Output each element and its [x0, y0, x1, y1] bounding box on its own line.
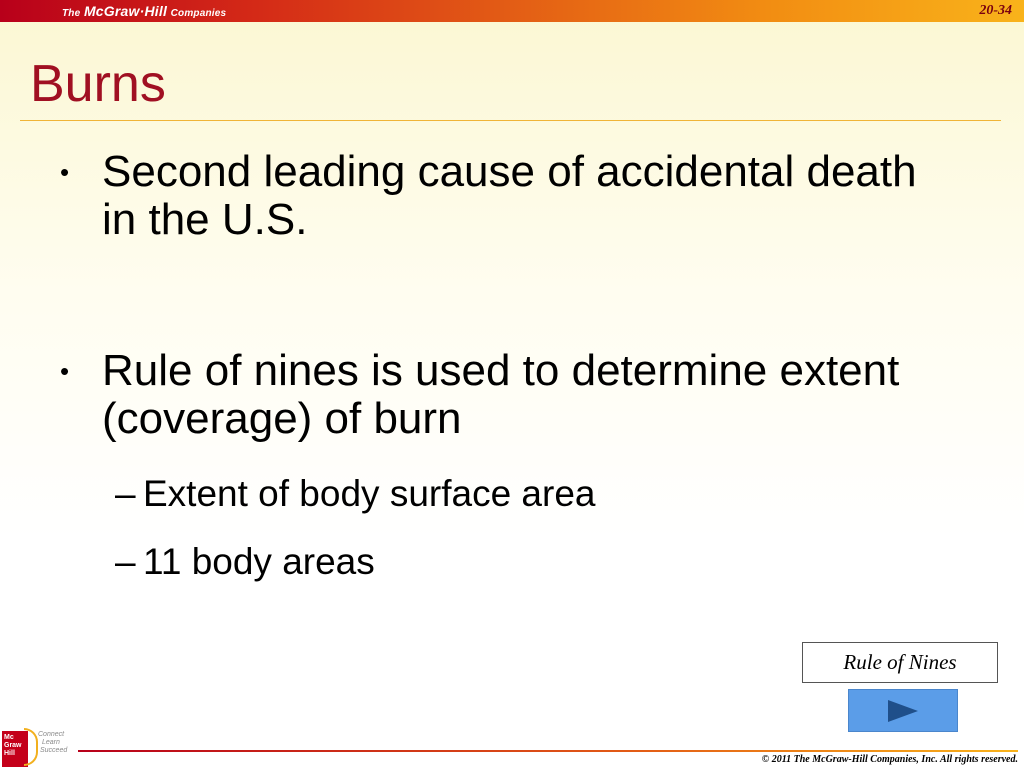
bullet-text: Second leading cause of accidental death in the U.S.: [102, 147, 917, 244]
play-button[interactable]: [848, 689, 958, 732]
brand-prefix: The: [62, 8, 81, 19]
brand-suffix: Companies: [170, 8, 227, 19]
sub-bullet-marker: –: [115, 473, 136, 514]
sub-bullet-text: Extent of body surface area: [143, 473, 596, 514]
bullet-marker: •: [60, 157, 70, 187]
sub-bullet-text: 11 body areas: [143, 541, 375, 582]
logo-line: Mc: [4, 734, 14, 741]
publisher-brand: [62, 3, 226, 19]
title-divider: [20, 120, 1001, 121]
slide-title: Burns: [30, 55, 166, 113]
copyright-notice: © 2011 The McGraw-Hill Companies, Inc. All rights reserved.: [761, 754, 1018, 765]
tagline: [32, 731, 67, 755]
bullet-text: Rule of nines is used to determine extent (coverage) of burn: [102, 346, 900, 443]
sub-bullet-marker: –: [115, 541, 136, 582]
header-bar: [0, 0, 1024, 22]
footer-divider: [78, 750, 1018, 752]
rule-of-nines-link[interactable]: Rule of Nines: [802, 642, 998, 683]
slide-number: 20-34: [979, 3, 1012, 18]
tagline-line: Connect: [38, 731, 65, 738]
logo-line: Hill: [4, 750, 15, 757]
play-icon: [886, 698, 920, 724]
tagline-line: Learn: [42, 739, 60, 746]
tagline-line: Succeed: [40, 747, 68, 754]
logo-line: Graw: [4, 742, 22, 749]
bullet-marker: •: [60, 356, 70, 386]
brand-name: McGraw·Hill: [83, 3, 168, 19]
